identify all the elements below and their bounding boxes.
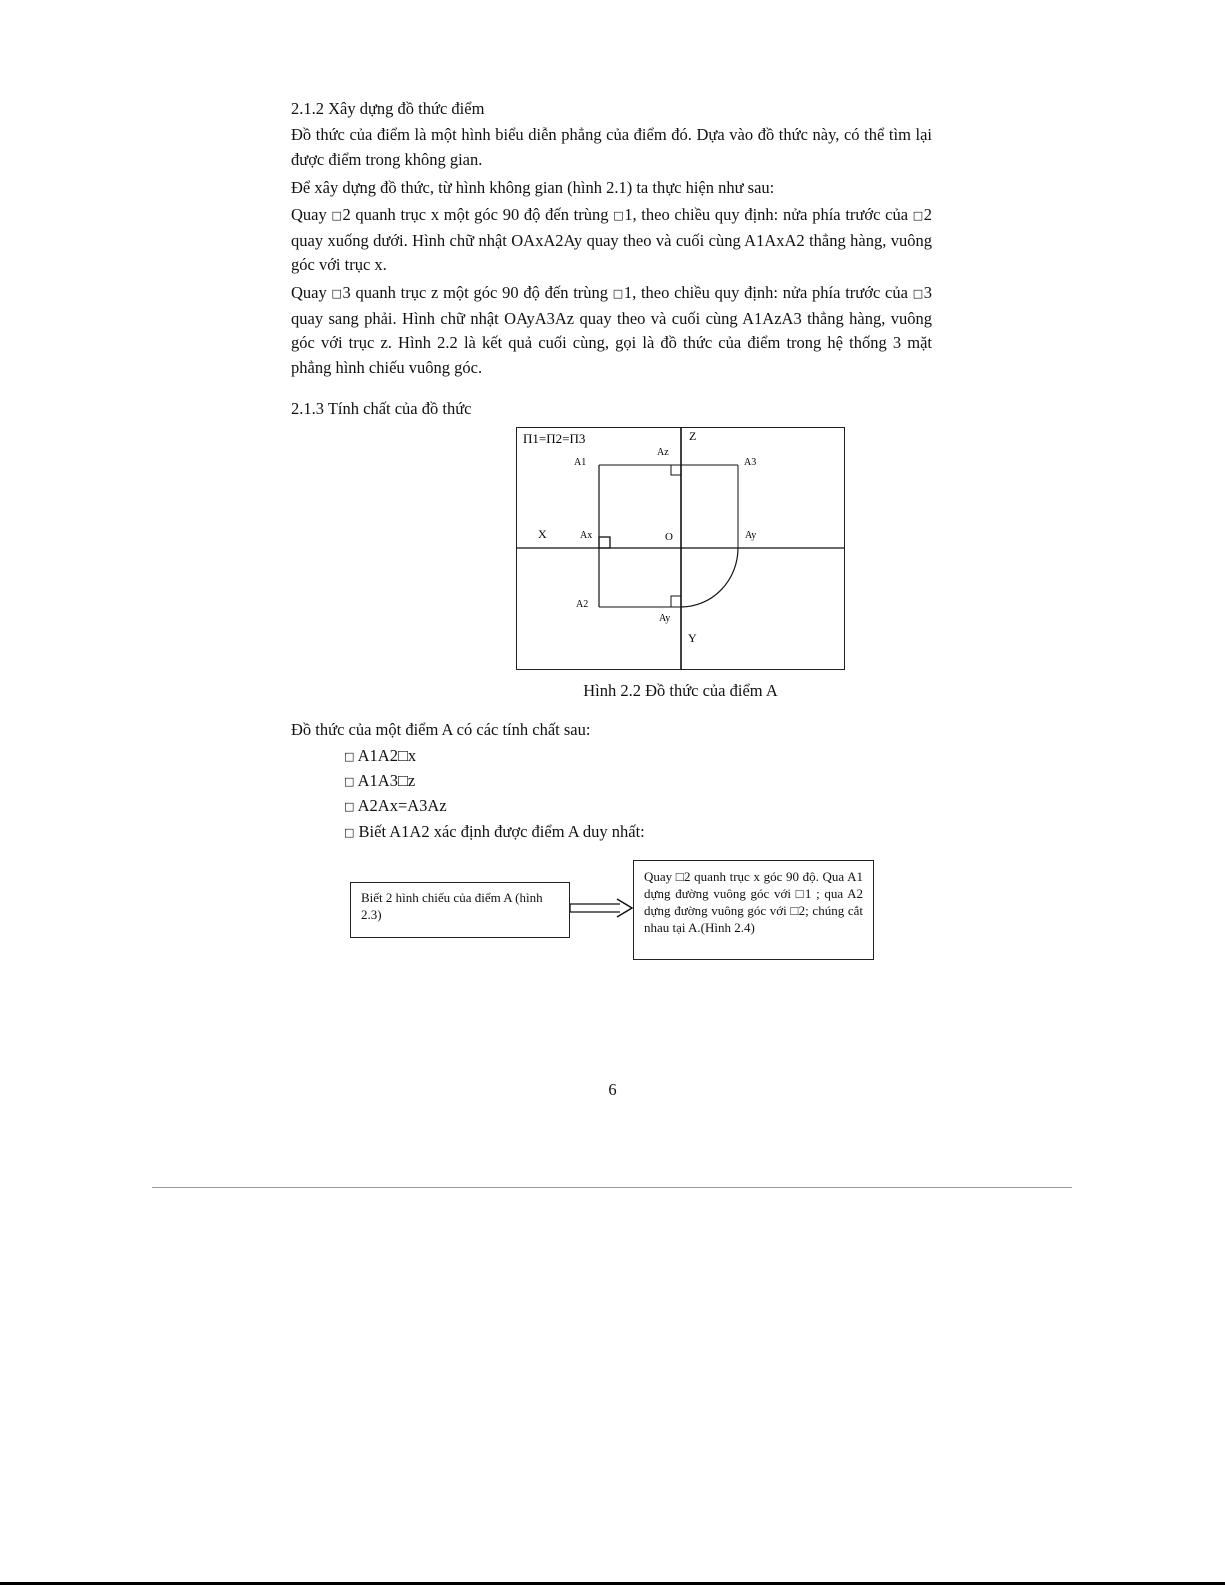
paragraph-intro: Đồ thức của điểm là một hình biểu diễn phẳng của điểm đó. Dựa vào đồ thức này, có thể tìm lại được điểm trong không gian. (291, 125, 932, 169)
section-heading-2-1-3: 2.1.3 Tính chất của đồ thức (291, 399, 472, 418)
missing-glyph: □ (912, 209, 924, 222)
text-segment: 2 quanh trục x một góc 90 độ đến trùng (342, 205, 614, 224)
label-a1: A1 (574, 457, 587, 468)
text-segment: 2 quay xuống dưới. Hình chữ nhật OAxA2Ay quay theo và cuối cùng A1AxA2 thẳng hàng, vuông góc với trục x. (291, 205, 932, 274)
properties-intro: Đồ thức của một điểm A có các tính chất sau: (291, 720, 591, 739)
bullet-icon: □ (344, 775, 355, 788)
text-segment: 3 quay sang phải. Hình chữ nhật OAyA3Az quay theo và cuối cùng A1AzA3 thẳng hàng, vuông góc với trục z. Hình 2.2 là kết quả cuối cùng, gọi là đồ thức của điểm trong hệ thống 3 mặt phẳng hình chiếu vuông góc. (291, 283, 932, 377)
text-segment: 1, theo chiều quy định: nửa phía trước của (624, 205, 913, 224)
label-a2: A2 (576, 599, 589, 610)
label-x: X (538, 527, 547, 541)
bullet-icon: □ (344, 750, 355, 763)
bullet-icon: □ (344, 800, 355, 813)
paragraph-rotate-pi2 (291, 203, 932, 278)
missing-glyph: □ (331, 209, 343, 222)
figure-caption: Hình 2.2 Đồ thức của điểm A (583, 681, 778, 700)
text-segment: Quay (291, 205, 332, 224)
missing-glyph: □ (612, 287, 624, 300)
property-item (344, 745, 416, 768)
label-ay-bottom: Ay (659, 613, 671, 624)
double-arrow-icon (570, 898, 634, 918)
text-segment: 1, theo chiều quy định: nửa phía trước của (623, 283, 913, 302)
property-text: A2Ax=A3Az (357, 796, 447, 815)
label-ax: Ax (580, 530, 593, 541)
missing-glyph: □ (331, 287, 343, 300)
page-divider (152, 1187, 1072, 1188)
property-text: Biết A1A2 xác định được điểm A duy nhất: (358, 822, 645, 841)
page-number: 6 (608, 1080, 617, 1099)
property-item (344, 770, 415, 793)
bullet-icon: □ (344, 826, 355, 839)
missing-glyph: □ (613, 209, 625, 222)
plane-legend: Π1=Π2=Π3 (523, 431, 586, 446)
flow-box-result: Quay □2 quanh trục x góc 90 độ. Qua A1 dựng đường vuông góc với □1 ; qua A2 dựng đường vuông góc với □2; chúng cắt nhau tại A.(Hình 2.4) (633, 860, 874, 960)
property-item (344, 821, 645, 844)
label-ay-right: Ay (745, 530, 757, 541)
label-origin: O (665, 531, 673, 543)
text-segment: Quay (291, 283, 332, 302)
missing-glyph: □ (912, 287, 924, 300)
property-text: A1A3□z (357, 771, 416, 790)
label-az: Az (657, 447, 669, 458)
label-z: Z (689, 429, 697, 443)
flow-box-given: Biết 2 hình chiếu của điểm A (hình 2.3) (350, 882, 570, 938)
paragraph-construction: Để xây dựng đồ thức, từ hình không gian (hình 2.1) ta thực hiện như sau: (291, 178, 775, 197)
paragraph-rotate-pi3 (291, 281, 932, 380)
property-text: A1A2□x (357, 746, 417, 765)
label-a3: A3 (744, 457, 757, 468)
epure-diagram (516, 427, 845, 670)
section-heading-2-1-2: 2.1.2 Xây dựng đồ thức điểm (291, 99, 485, 118)
label-y: Y (688, 631, 697, 645)
text-segment: 3 quanh trục z một góc 90 độ đến trùng (342, 283, 613, 302)
property-item (344, 795, 447, 818)
